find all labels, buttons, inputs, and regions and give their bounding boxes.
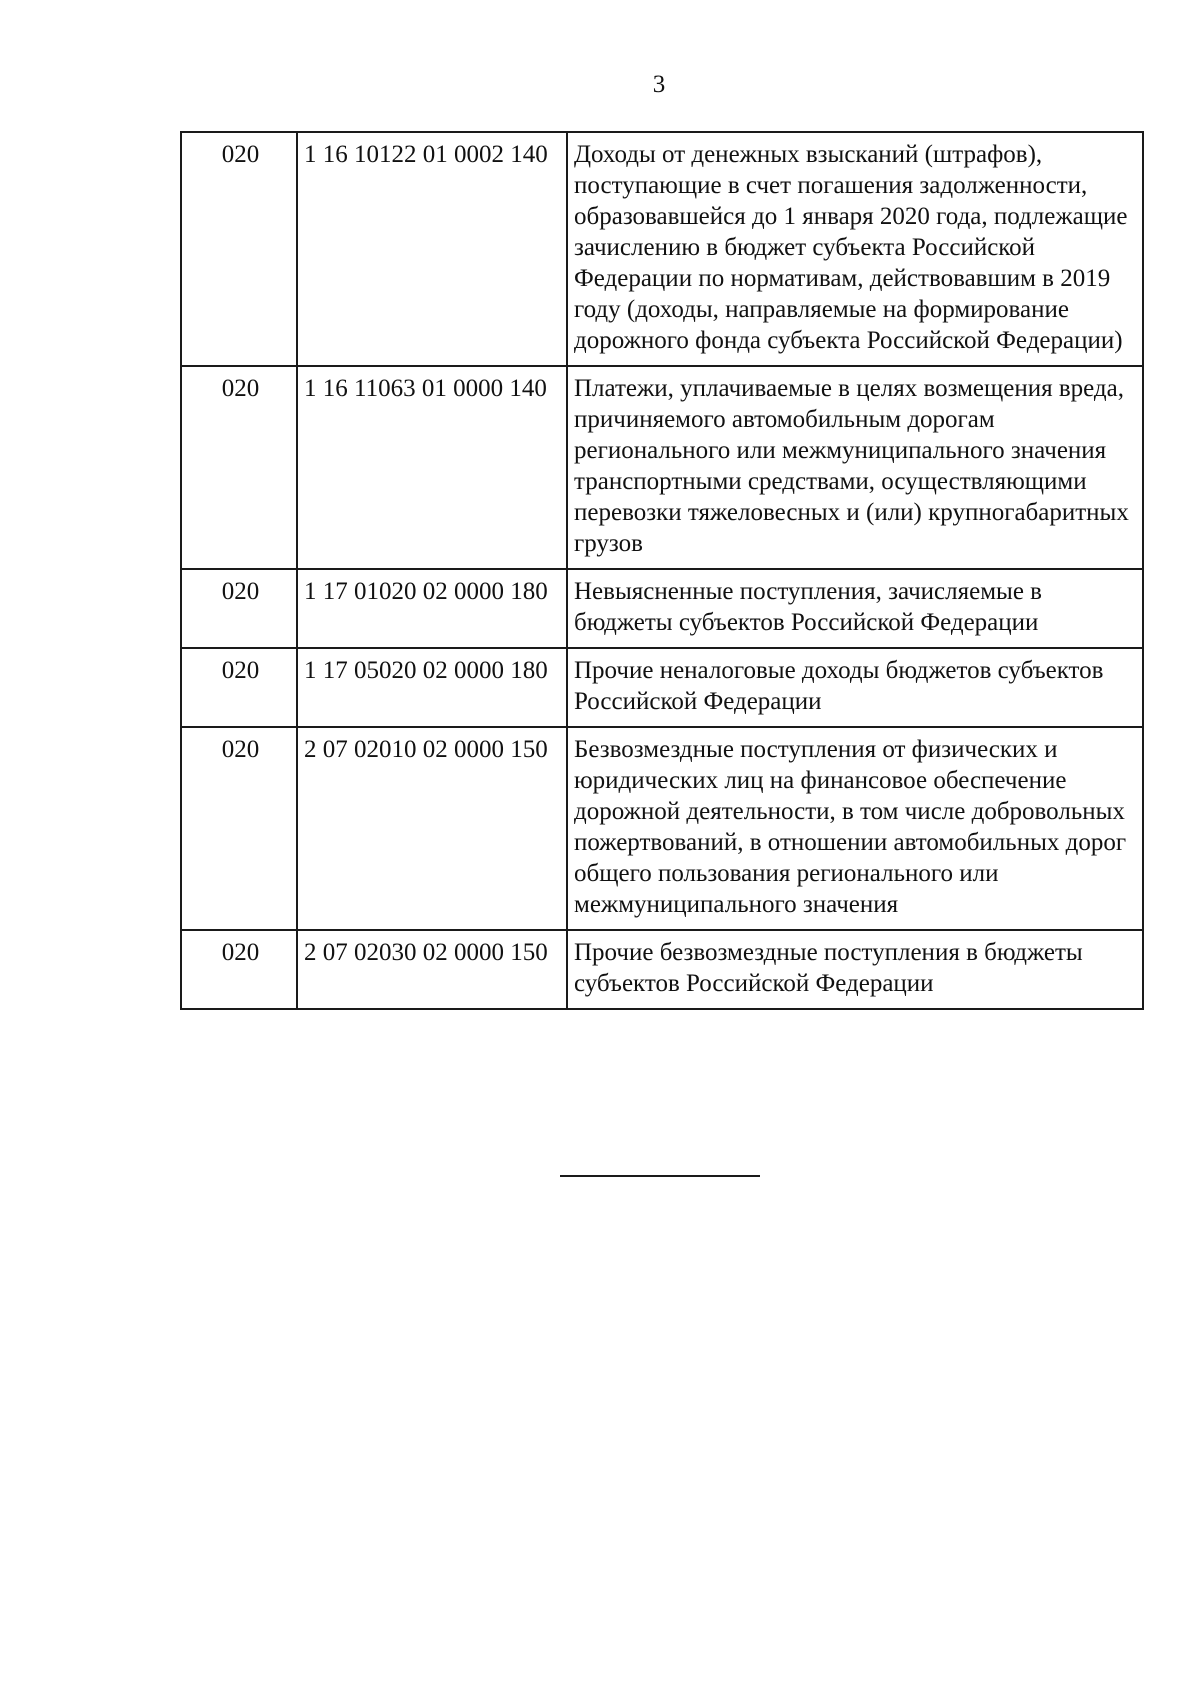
admin-code-cell: 020 xyxy=(181,569,297,648)
budget-classification-code-cell: 1 16 10122 01 0002 140 xyxy=(297,132,567,366)
revenue-name-cell: Платежи, уплачиваемые в целях возмещения вреда, причиняемого автомобильным дорогам регионального или межмуниципального значения транспортными средствами, осуществляющими перевозки тяжеловесных и (или) крупногабаритных грузов xyxy=(567,366,1143,569)
admin-code-cell: 020 xyxy=(181,727,297,930)
table-row xyxy=(181,132,1143,366)
budget-classification-code-cell: 2 07 02030 02 0000 150 xyxy=(297,930,567,1009)
admin-code-cell: 020 xyxy=(181,132,297,366)
table-row xyxy=(181,727,1143,930)
table-row xyxy=(181,366,1143,569)
page-number: 3 xyxy=(652,71,666,98)
admin-code-cell: 020 xyxy=(181,930,297,1009)
closing-divider-line xyxy=(560,1175,760,1177)
admin-code-cell: 020 xyxy=(181,648,297,727)
revenue-name-cell: Прочие неналоговые доходы бюджетов субъектов Российской Федерации xyxy=(567,648,1143,727)
budget-codes-table xyxy=(180,131,1144,1010)
budget-classification-code-cell: 1 17 05020 02 0000 180 xyxy=(297,648,567,727)
table-row xyxy=(181,569,1143,648)
revenue-name-cell: Доходы от денежных взысканий (штрафов), поступающие в счет погашения задолженности, образовавшейся до 1 января 2020 года, подлежащие зачислению в бюджет субъекта Российской Федерации по нормативам, действовавшим в 2019 году (доходы, направляемые на формирование дорожного фонда субъекта Российской Федерации) xyxy=(567,132,1143,366)
budget-classification-code-cell: 1 16 11063 01 0000 140 xyxy=(297,366,567,569)
revenue-name-cell: Прочие безвозмездные поступления в бюджеты субъектов Российской Федерации xyxy=(567,930,1143,1009)
budget-classification-code-cell: 2 07 02010 02 0000 150 xyxy=(297,727,567,930)
table-row xyxy=(181,930,1143,1009)
revenue-name-cell: Безвозмездные поступления от физических и юридических лиц на финансовое обеспечение дорожной деятельности, в том числе добровольных пожертвований, в отношении автомобильных дорог общего пользования регионального или межмуниципального значения xyxy=(567,727,1143,930)
admin-code-cell: 020 xyxy=(181,366,297,569)
table-row xyxy=(181,648,1143,727)
budget-classification-code-cell: 1 17 01020 02 0000 180 xyxy=(297,569,567,648)
revenue-name-cell: Невыясненные поступления, зачисляемые в бюджеты субъектов Российской Федерации xyxy=(567,569,1143,648)
